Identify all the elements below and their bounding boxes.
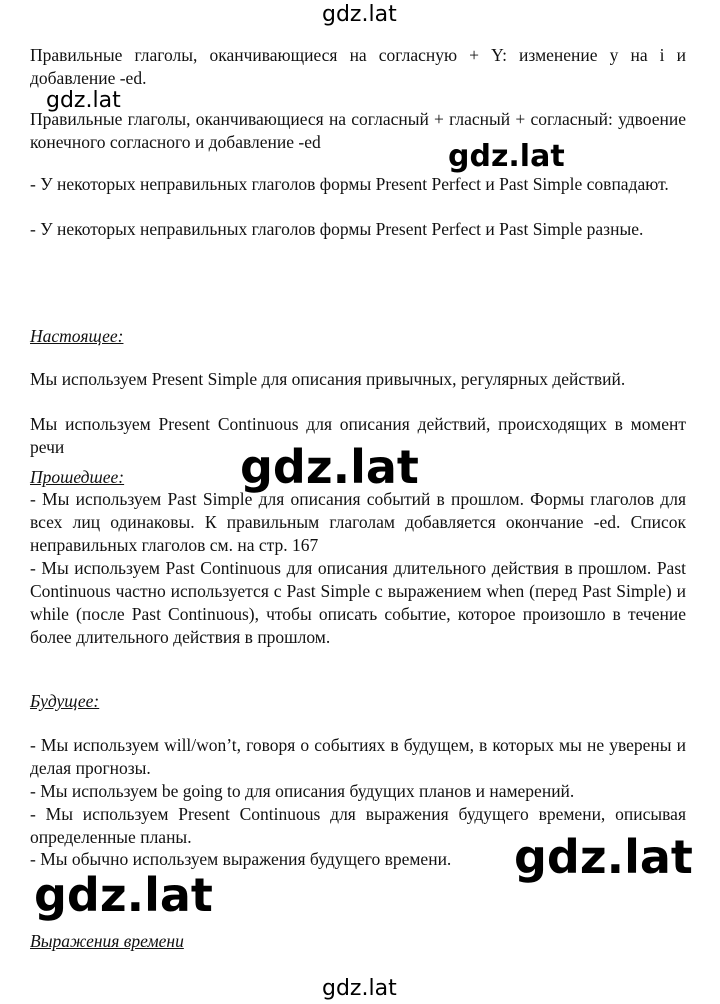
watermark-lower-left: gdz.lat [34, 868, 213, 922]
watermark-upper-left: gdz.lat [46, 88, 121, 113]
heading-past: Прошедшее: [30, 467, 125, 487]
paragraph-doubling-rule: Правильные глаголы, оканчивающиеся на согласный + гласный + согласный: удвоение конечного согласного и добавление -ed [30, 109, 686, 152]
paragraph-y-rule: Правильные глаголы, оканчивающиеся на согласную + Y: изменение y на i и добавление -ed. [30, 45, 686, 88]
paragraph-present-simple: Мы используем Present Simple для описания привычных, регулярных действий. [30, 369, 626, 389]
paragraph-be-going-to: - Мы используем be going to для описания будущих планов и намерений. [30, 781, 575, 801]
watermark-center: gdz.lat [240, 440, 419, 494]
watermark-upper-right: gdz.lat [444, 139, 569, 174]
heading-future: Будущее: [30, 691, 100, 711]
watermark-top: gdz.lat [322, 2, 397, 27]
paragraph-present-continuous: Мы используем Present Continuous для описания действий, происходящих в момент речи [30, 414, 686, 457]
heading-time-expressions: Выражения времени [30, 931, 184, 951]
watermark-lower-right: gdz.lat [510, 830, 697, 884]
heading-present: Настоящее: [30, 326, 124, 346]
paragraph-future-expressions: - Мы обычно используем выражения будущего времени. [30, 849, 452, 869]
paragraph-different-forms: - У некоторых неправильных глаголов формы Present Perfect и Past Simple разные. [30, 219, 644, 239]
watermark-bottom: gdz.lat [322, 976, 397, 1001]
paragraph-future-present-continuous: - Мы используем Present Continuous для выражения будущего времени, описывая определенные планы. [30, 804, 686, 847]
paragraph-past-continuous: - Мы используем Past Continuous для описания длительного действия в прошлом. Past Continuous частно используется с Past Simple с выражением when (перед Past Simple) и while (после Past Continuous), чтобы описать событие, которое произошло в течение более длительного действия в прошлом. [30, 558, 686, 647]
paragraph-same-forms: - У некоторых неправильных глаголов формы Present Perfect и Past Simple совпадают. [30, 174, 669, 194]
paragraph-will: - Мы используем will/won’t, говоря о событиях в будущем, в которых мы не уверены и делая прогнозы. [30, 735, 686, 778]
paragraph-past-simple: - Мы используем Past Simple для описания событий в прошлом. Формы глаголов для всех лиц одинаковы. К правильным глаголам добавляется окончание -ed. Список неправильных глаголов см. на стр. 167 [30, 489, 686, 555]
